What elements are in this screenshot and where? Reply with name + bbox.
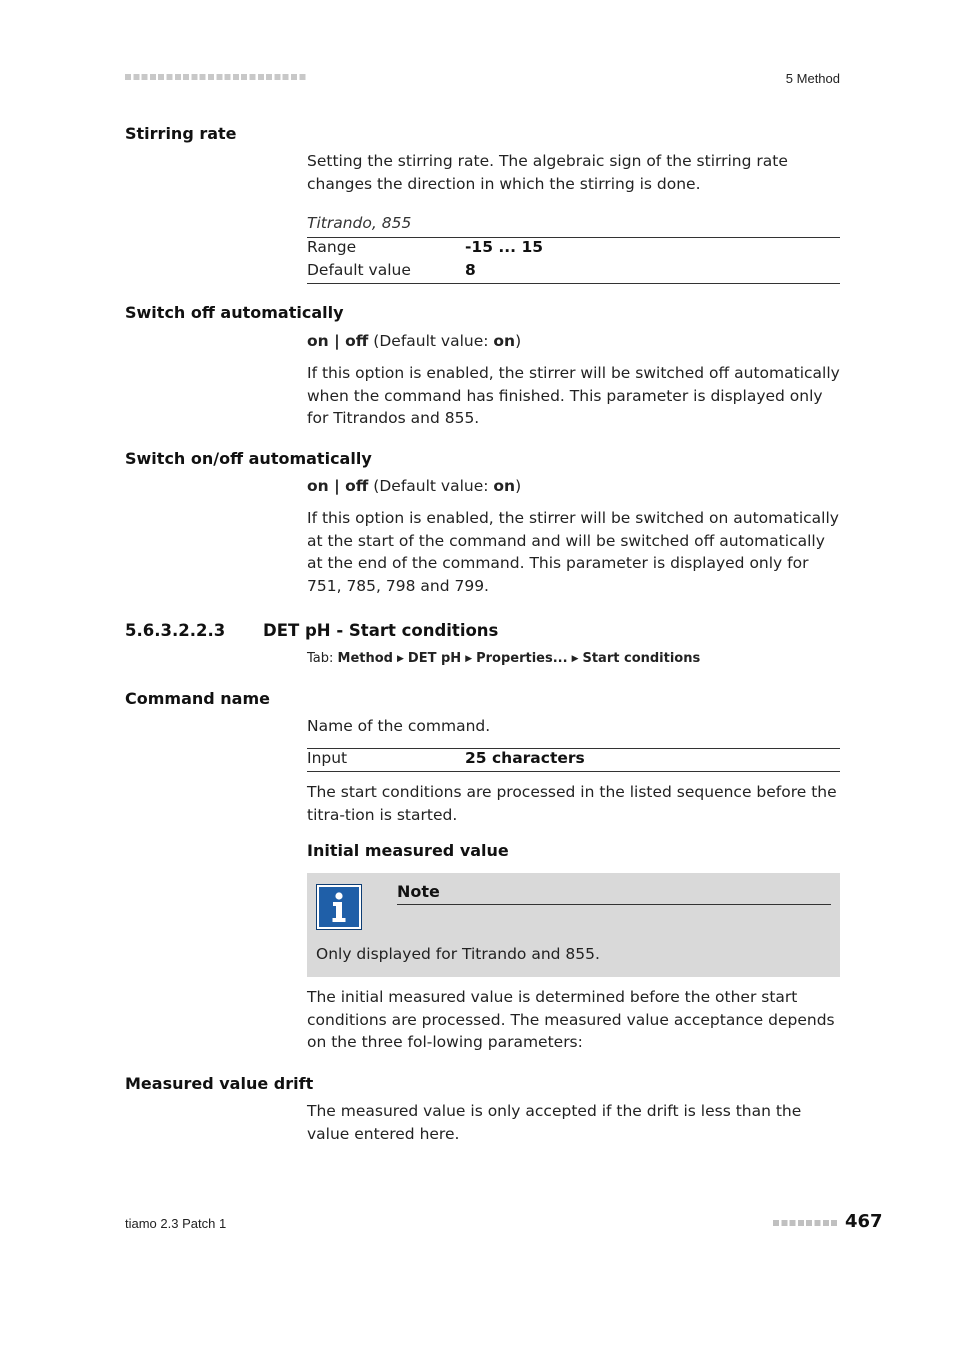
table-key-default: Default value	[307, 261, 411, 279]
option-off: off	[345, 332, 369, 350]
default-suffix: )	[515, 477, 522, 495]
path-arrow-icon: ▶	[571, 654, 579, 664]
table-value-range: -15 ... 15	[465, 238, 544, 256]
table-key-range: Range	[307, 238, 357, 256]
option-separator: |	[328, 477, 346, 495]
param-desc-switch-off: If this option is enabled, the stirrer will be switched off automatically when the command has finished. This parameter is displayed only for Titrandos and 855.	[307, 364, 840, 427]
note-divider	[397, 904, 831, 905]
footer-decoration	[773, 1218, 839, 1228]
note-title: Note	[397, 882, 440, 901]
param-title-command-name: Command name	[125, 689, 270, 708]
tab-path-item: DET pH	[407, 651, 462, 666]
default-suffix: )	[515, 332, 522, 350]
param-desc-switch-onoff: If this option is enabled, the stirrer will be switched on automatically at the start of the command and will be switched off automatically at the end of the command. This parameter is displayed only for 751, 785, 798 and 799.	[307, 509, 839, 595]
tab-path-item: Start conditions	[582, 651, 701, 666]
page-number: 467	[845, 1211, 883, 1232]
param-title-stirring-rate: Stirring rate	[125, 124, 237, 143]
input-key: Input	[307, 749, 348, 767]
subheading-initial-measured-value: Initial measured value	[307, 841, 509, 860]
param-desc-command-name: Name of the command.	[307, 717, 491, 735]
section-number: 5.6.3.2.2.3	[125, 621, 226, 640]
option-on: on	[307, 332, 329, 350]
path-arrow-icon: ▶	[465, 654, 473, 664]
default-prefix: (Default value:	[368, 332, 494, 350]
info-icon	[316, 884, 362, 930]
tab-path-item: Properties...	[476, 651, 568, 666]
option-on: on	[307, 477, 329, 495]
table-caption: Titrando, 855	[307, 214, 412, 232]
default-prefix: (Default value:	[368, 477, 494, 495]
table-value-default: 8	[465, 261, 476, 279]
start-conditions-text: The start conditions are processed in the listed sequence before the titra-tion is started.	[307, 783, 837, 824]
param-desc-stirring-rate: Setting the stirring rate. The algebraic sign of the stirring rate changes the direction in which the stirring is done.	[307, 152, 788, 193]
param-desc-measured-value-drift: The measured value is only accepted if the drift is less than the value entered here.	[307, 1102, 802, 1143]
param-options-switch-off	[307, 330, 840, 353]
input-value: 25 characters	[465, 749, 585, 767]
tab-path-item: Method	[337, 651, 393, 666]
tab-prefix: Tab:	[307, 651, 338, 666]
input-table-rule-bottom	[307, 771, 840, 772]
initial-measured-desc: The initial measured value is determined before the other start conditions are processed. The measured value acceptance depends on the three fol-lowing parameters:	[307, 988, 835, 1051]
param-options-switch-onoff	[307, 475, 840, 498]
header-decoration	[125, 72, 307, 82]
table-rule-bottom	[307, 283, 840, 284]
param-title-measured-value-drift: Measured value drift	[125, 1074, 314, 1093]
header-chapter: 5 Method	[785, 71, 840, 86]
param-title-switch-onoff: Switch on/off automatically	[125, 449, 372, 468]
note-text: Only displayed for Titrando and 855.	[316, 945, 600, 963]
path-arrow-icon: ▶	[397, 654, 404, 664]
table-rule-top	[307, 237, 840, 238]
section-title: DET pH - Start conditions	[263, 621, 499, 640]
default-value: on	[493, 477, 516, 495]
param-title-switch-off: Switch off automatically	[125, 303, 344, 322]
option-separator: |	[328, 332, 346, 350]
tab-path	[307, 651, 700, 666]
option-off: off	[345, 477, 369, 495]
default-value: on	[493, 332, 516, 350]
footer-product: tiamo 2.3 Patch 1	[125, 1216, 227, 1231]
